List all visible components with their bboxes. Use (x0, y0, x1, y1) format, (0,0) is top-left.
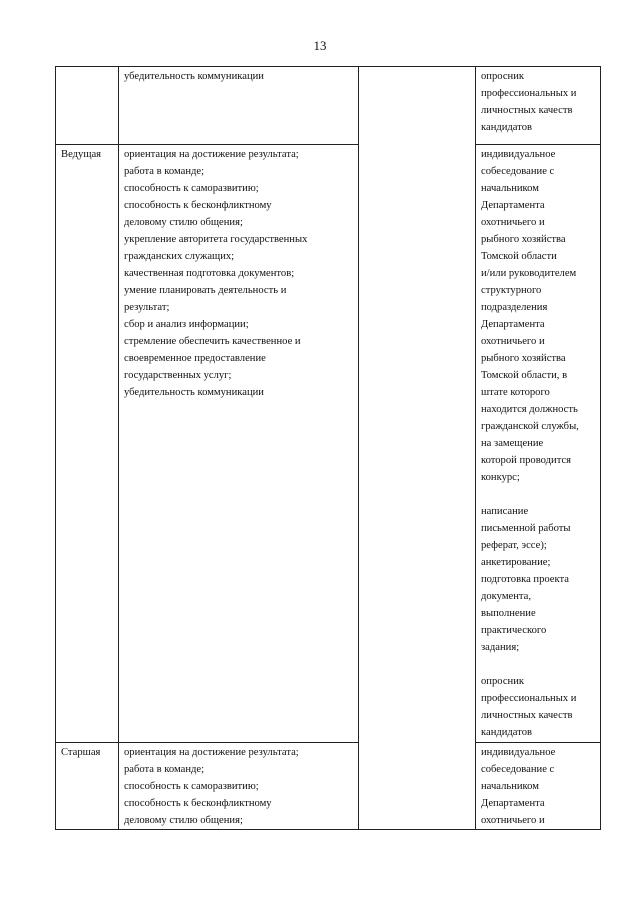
page-number: 13 (313, 38, 327, 53)
qualities-cell: ориентация на достижение результата; работа в команде; способность к саморазвитию; способность к бесконфликтному деловому стилю общения; (119, 743, 359, 830)
qualities-cell: убедительность коммуникации (119, 67, 359, 145)
methods-cell: опросник профессиональных и личностных качеств кандидатов (476, 67, 601, 145)
qualifications-table (55, 66, 601, 830)
group-cell (56, 67, 119, 145)
methods-cell: индивидуальное собеседование с начальником Департамента охотничьего и рыбного хозяйства Томской области и/или руководителем структурного подразделения Департамента охотничьего и рыбного хозяйства Томской области, в штате которого находится должность гражданской службы, на замещение которой проводится конкурс; написание письменной работы реферат, эссе); анкетирование; подготовка проекта документа, выполнение практического задания; опросник профессиональных и личностных качеств кандидатов (476, 145, 601, 743)
table-row (56, 743, 601, 830)
table-row (56, 67, 601, 145)
empty-merged-cell (359, 67, 476, 830)
table-row (56, 145, 601, 743)
group-cell: Ведущая (56, 145, 119, 743)
qualities-cell: ориентация на достижение результата; работа в команде; способность к саморазвитию; способность к бесконфликтному деловому стилю общения; укрепление авторитета государственных гражданских служащих; качественная подготовка документов; умение планировать деятельность и результат; сбор и анализ информации; стремление обеспечить качественное и своевременное предоставление государственных услуг; убедительность коммуникации (119, 145, 359, 743)
group-cell: Старшая (56, 743, 119, 830)
methods-cell: индивидуальное собеседование с начальником Департамента охотничьего и (476, 743, 601, 830)
